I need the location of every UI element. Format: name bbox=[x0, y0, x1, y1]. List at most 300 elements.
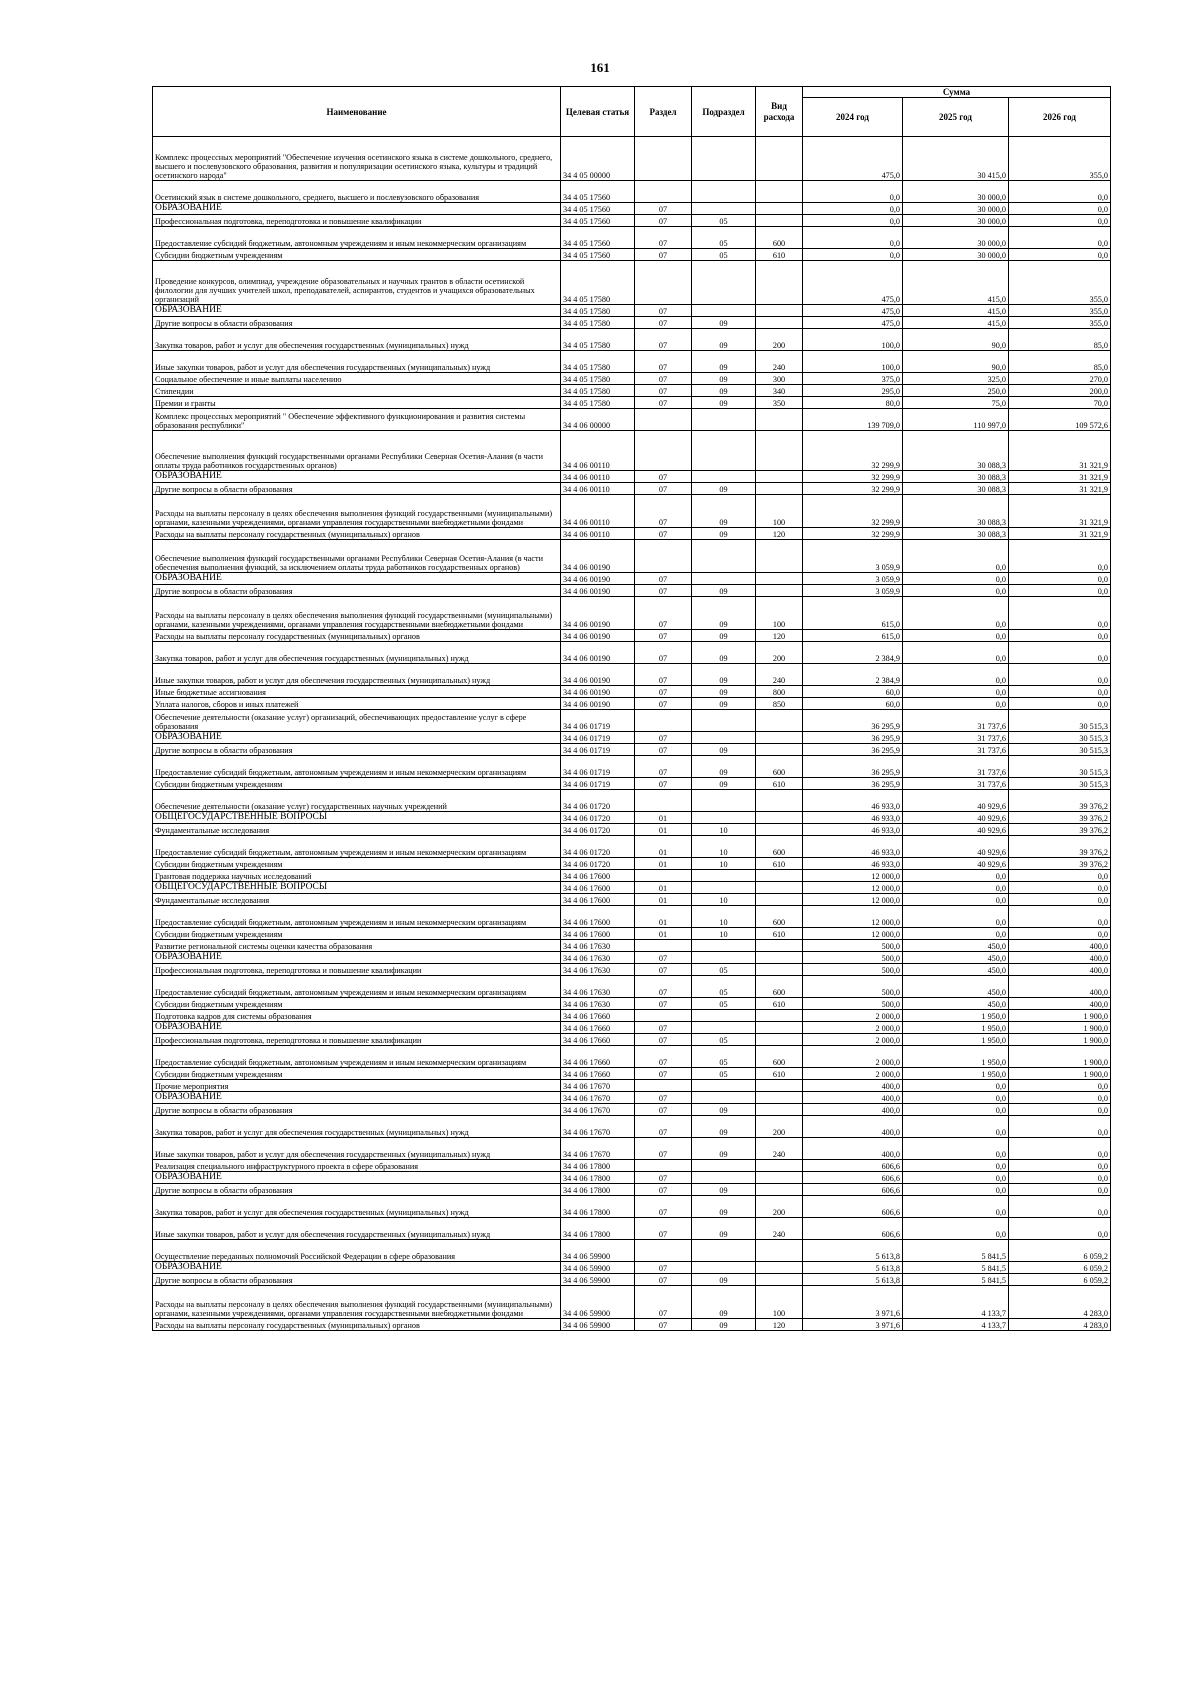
table-row bbox=[153, 1262, 1111, 1274]
row-value-2026: 0,0 bbox=[1009, 1218, 1111, 1240]
row-target-article: 34 4 06 17630 bbox=[561, 940, 635, 952]
row-name: Фундаментальные исследования bbox=[153, 824, 561, 836]
row-expense-type: 610 bbox=[756, 778, 803, 790]
row-value-2026: 0,0 bbox=[1009, 1116, 1111, 1138]
row-name: Предоставление субсидий бюджетным, автономным учреждениям и иным некоммерческим организациям bbox=[153, 756, 561, 778]
table-row bbox=[153, 664, 1111, 686]
row-value-2024: 606,6 bbox=[803, 1172, 903, 1184]
row-value-2026: 0,0 bbox=[1009, 870, 1111, 882]
row-value-2026: 0,0 bbox=[1009, 882, 1111, 894]
row-value-2025: 1 950,0 bbox=[903, 1046, 1009, 1068]
row-target-article: 34 4 05 17560 bbox=[561, 227, 635, 249]
row-value-2025: 1 950,0 bbox=[903, 1068, 1009, 1080]
row-value-2024: 100,0 bbox=[803, 329, 903, 351]
row-expense-type: 300 bbox=[756, 373, 803, 385]
row-target-article: 34 4 06 00190 bbox=[561, 597, 635, 630]
row-value-2026: 0,0 bbox=[1009, 249, 1111, 261]
row-value-2025: 0,0 bbox=[903, 698, 1009, 710]
row-subsection: 09 bbox=[692, 1274, 756, 1286]
row-value-2026: 1 900,0 bbox=[1009, 1034, 1111, 1046]
row-subsection: 09 bbox=[692, 1184, 756, 1196]
row-section: 07 bbox=[635, 249, 692, 261]
row-value-2025: 0,0 bbox=[903, 630, 1009, 642]
row-name: Другие вопросы в области образования bbox=[153, 585, 561, 597]
row-name: Социальное обеспечение и иные выплаты населению bbox=[153, 373, 561, 385]
table-row bbox=[153, 471, 1111, 483]
row-subsection: 09 bbox=[692, 1286, 756, 1319]
row-value-2024: 36 295,9 bbox=[803, 710, 903, 732]
row-section bbox=[635, 409, 692, 431]
row-name: ОБЩЕГОСУДАРСТВЕННЫЕ ВОПРОСЫ bbox=[153, 882, 561, 894]
row-target-article: 34 4 06 17600 bbox=[561, 928, 635, 940]
row-name: ОБРАЗОВАНИЕ bbox=[153, 203, 561, 215]
table-row bbox=[153, 858, 1111, 870]
row-expense-type bbox=[756, 940, 803, 952]
row-value-2026: 400,0 bbox=[1009, 976, 1111, 998]
row-section: 07 bbox=[635, 778, 692, 790]
table-body bbox=[153, 137, 1111, 1331]
row-section bbox=[635, 1010, 692, 1022]
row-value-2026: 0,0 bbox=[1009, 597, 1111, 630]
row-expense-type: 610 bbox=[756, 928, 803, 940]
row-expense-type bbox=[756, 732, 803, 744]
row-target-article: 34 4 06 17630 bbox=[561, 976, 635, 998]
row-value-2024: 32 299,9 bbox=[803, 495, 903, 528]
row-section: 07 bbox=[635, 1319, 692, 1331]
row-section: 07 bbox=[635, 756, 692, 778]
row-value-2026: 400,0 bbox=[1009, 952, 1111, 964]
row-value-2024: 5 613,8 bbox=[803, 1274, 903, 1286]
table-row bbox=[153, 1172, 1111, 1184]
row-section: 07 bbox=[635, 642, 692, 664]
row-section bbox=[635, 790, 692, 812]
row-value-2024: 32 299,9 bbox=[803, 528, 903, 540]
row-target-article: 34 4 06 59900 bbox=[561, 1262, 635, 1274]
row-expense-type: 100 bbox=[756, 597, 803, 630]
row-subsection: 09 bbox=[692, 397, 756, 409]
row-value-2025: 4 133,7 bbox=[903, 1286, 1009, 1319]
row-expense-type bbox=[756, 870, 803, 882]
row-value-2024: 3 059,9 bbox=[803, 585, 903, 597]
table-row bbox=[153, 686, 1111, 698]
row-subsection: 09 bbox=[692, 483, 756, 495]
row-target-article: 34 4 06 00190 bbox=[561, 642, 635, 664]
row-value-2026: 39 376,2 bbox=[1009, 790, 1111, 812]
row-target-article: 34 4 05 17580 bbox=[561, 385, 635, 397]
row-target-article: 34 4 06 01720 bbox=[561, 812, 635, 824]
table-row bbox=[153, 744, 1111, 756]
row-value-2024: 500,0 bbox=[803, 940, 903, 952]
row-name: Субсидии бюджетным учреждениям bbox=[153, 858, 561, 870]
row-subsection: 09 bbox=[692, 528, 756, 540]
row-subsection: 09 bbox=[692, 686, 756, 698]
row-target-article: 34 4 06 01719 bbox=[561, 756, 635, 778]
row-expense-type bbox=[756, 137, 803, 181]
row-value-2026: 85,0 bbox=[1009, 329, 1111, 351]
header-year-2025: 2025 год bbox=[903, 98, 1009, 137]
row-subsection: 05 bbox=[692, 249, 756, 261]
table-row bbox=[153, 317, 1111, 329]
row-value-2024: 12 000,0 bbox=[803, 870, 903, 882]
table-row bbox=[153, 756, 1111, 778]
row-value-2024: 5 613,8 bbox=[803, 1262, 903, 1274]
row-subsection: 05 bbox=[692, 976, 756, 998]
row-value-2026: 6 059,2 bbox=[1009, 1262, 1111, 1274]
row-value-2024: 295,0 bbox=[803, 385, 903, 397]
row-expense-type: 100 bbox=[756, 495, 803, 528]
row-value-2025: 450,0 bbox=[903, 964, 1009, 976]
table-row bbox=[153, 385, 1111, 397]
row-section: 07 bbox=[635, 597, 692, 630]
row-value-2025: 40 929,6 bbox=[903, 836, 1009, 858]
row-value-2025: 0,0 bbox=[903, 573, 1009, 585]
row-section: 01 bbox=[635, 906, 692, 928]
row-expense-type: 240 bbox=[756, 351, 803, 373]
row-name: Субсидии бюджетным учреждениям bbox=[153, 1068, 561, 1080]
row-target-article: 34 4 06 17800 bbox=[561, 1218, 635, 1240]
row-value-2024: 615,0 bbox=[803, 597, 903, 630]
row-value-2025: 30 000,0 bbox=[903, 203, 1009, 215]
row-expense-type bbox=[756, 1022, 803, 1034]
row-subsection bbox=[692, 203, 756, 215]
row-value-2026: 0,0 bbox=[1009, 1196, 1111, 1218]
row-target-article: 34 4 06 59900 bbox=[561, 1240, 635, 1262]
row-target-article: 34 4 06 17800 bbox=[561, 1184, 635, 1196]
table-row bbox=[153, 952, 1111, 964]
row-target-article: 34 4 06 00110 bbox=[561, 431, 635, 471]
row-value-2026: 6 059,2 bbox=[1009, 1274, 1111, 1286]
table-row bbox=[153, 1184, 1111, 1196]
row-name: Закупка товаров, работ и услуг для обеспечения государственных (муниципальных) нужд bbox=[153, 1196, 561, 1218]
row-section: 07 bbox=[635, 1262, 692, 1274]
row-value-2026: 1 900,0 bbox=[1009, 1022, 1111, 1034]
header-sum: Сумма bbox=[803, 87, 1111, 98]
row-value-2025: 0,0 bbox=[903, 686, 1009, 698]
row-value-2026: 1 900,0 bbox=[1009, 1046, 1111, 1068]
row-name: Расходы на выплаты персоналу в целях обеспечения выполнения функций государственными (муниципальными) органами, казенными учреждениями, органами управления государственными внебюджетными фондами bbox=[153, 495, 561, 528]
table-row bbox=[153, 732, 1111, 744]
row-section: 07 bbox=[635, 1068, 692, 1080]
row-value-2026: 0,0 bbox=[1009, 573, 1111, 585]
row-name: ОБРАЗОВАНИЕ bbox=[153, 471, 561, 483]
table-row bbox=[153, 1046, 1111, 1068]
row-expense-type bbox=[756, 882, 803, 894]
row-value-2024: 36 295,9 bbox=[803, 744, 903, 756]
row-section: 07 bbox=[635, 664, 692, 686]
row-value-2024: 400,0 bbox=[803, 1138, 903, 1160]
row-name: Стипендии bbox=[153, 385, 561, 397]
row-section: 07 bbox=[635, 1046, 692, 1068]
row-value-2024: 475,0 bbox=[803, 305, 903, 317]
row-value-2026: 0,0 bbox=[1009, 664, 1111, 686]
row-subsection: 09 bbox=[692, 385, 756, 397]
row-expense-type bbox=[756, 1034, 803, 1046]
row-name: Обеспечение выполнения функций государственными органами Республики Северная Осетия-Алания (в части оплаты труда работников государственных органов) bbox=[153, 431, 561, 471]
row-value-2025: 30 088,3 bbox=[903, 431, 1009, 471]
row-value-2024: 0,0 bbox=[803, 203, 903, 215]
row-section: 01 bbox=[635, 894, 692, 906]
row-value-2024: 3 971,6 bbox=[803, 1286, 903, 1319]
row-value-2024: 12 000,0 bbox=[803, 906, 903, 928]
row-value-2025: 31 737,6 bbox=[903, 710, 1009, 732]
row-target-article: 34 4 06 00190 bbox=[561, 686, 635, 698]
row-name: ОБРАЗОВАНИЕ bbox=[153, 732, 561, 744]
row-section: 07 bbox=[635, 528, 692, 540]
row-value-2024: 475,0 bbox=[803, 261, 903, 305]
row-value-2026: 109 572,6 bbox=[1009, 409, 1111, 431]
row-name: Осуществление переданных полномочий Российской Федерации в сфере образования bbox=[153, 1240, 561, 1262]
row-expense-type bbox=[756, 952, 803, 964]
row-section: 07 bbox=[635, 1116, 692, 1138]
row-name: Закупка товаров, работ и услуг для обеспечения государственных (муниципальных) нужд bbox=[153, 329, 561, 351]
row-name: Расходы на выплаты персоналу в целях обеспечения выполнения функций государственными (муниципальными) органами, казенными учреждениями, органами управления государственными внебюджетными фондами bbox=[153, 1286, 561, 1319]
budget-table bbox=[152, 86, 1111, 1331]
row-name: Другие вопросы в области образования bbox=[153, 1274, 561, 1286]
row-value-2025: 31 737,6 bbox=[903, 778, 1009, 790]
row-subsection bbox=[692, 573, 756, 585]
row-value-2024: 2 000,0 bbox=[803, 1068, 903, 1080]
row-value-2025: 0,0 bbox=[903, 1196, 1009, 1218]
row-value-2026: 0,0 bbox=[1009, 215, 1111, 227]
row-subsection bbox=[692, 305, 756, 317]
row-expense-type: 600 bbox=[756, 1046, 803, 1068]
row-subsection bbox=[692, 1010, 756, 1022]
row-section: 07 bbox=[635, 686, 692, 698]
row-value-2025: 450,0 bbox=[903, 998, 1009, 1010]
row-expense-type bbox=[756, 540, 803, 573]
row-subsection bbox=[692, 732, 756, 744]
row-subsection bbox=[692, 1262, 756, 1274]
table-row bbox=[153, 940, 1111, 952]
row-name: Профессиональная подготовка, переподготовка и повышение квалификации bbox=[153, 1034, 561, 1046]
row-value-2025: 30 088,3 bbox=[903, 471, 1009, 483]
row-subsection: 09 bbox=[692, 756, 756, 778]
row-value-2026: 30 515,3 bbox=[1009, 756, 1111, 778]
table-row bbox=[153, 495, 1111, 528]
row-expense-type: 200 bbox=[756, 329, 803, 351]
row-value-2024: 2 000,0 bbox=[803, 1034, 903, 1046]
row-name: Предоставление субсидий бюджетным, автономным учреждениям и иным некоммерческим организациям bbox=[153, 227, 561, 249]
row-value-2026: 0,0 bbox=[1009, 1092, 1111, 1104]
row-target-article: 34 4 05 17580 bbox=[561, 305, 635, 317]
row-value-2026: 1 900,0 bbox=[1009, 1068, 1111, 1080]
row-subsection bbox=[692, 790, 756, 812]
row-expense-type bbox=[756, 790, 803, 812]
table-row bbox=[153, 373, 1111, 385]
row-expense-type bbox=[756, 1184, 803, 1196]
row-expense-type bbox=[756, 1274, 803, 1286]
row-value-2026: 0,0 bbox=[1009, 630, 1111, 642]
row-name: Расходы на выплаты персоналу государственных (муниципальных) органов bbox=[153, 528, 561, 540]
row-value-2025: 90,0 bbox=[903, 329, 1009, 351]
row-section: 07 bbox=[635, 385, 692, 397]
row-section: 07 bbox=[635, 373, 692, 385]
row-target-article: 34 4 05 17560 bbox=[561, 203, 635, 215]
row-section: 01 bbox=[635, 882, 692, 894]
row-value-2026: 355,0 bbox=[1009, 317, 1111, 329]
row-target-article: 34 4 06 17660 bbox=[561, 1068, 635, 1080]
row-value-2026: 30 515,3 bbox=[1009, 732, 1111, 744]
row-section: 07 bbox=[635, 1172, 692, 1184]
row-value-2025: 415,0 bbox=[903, 305, 1009, 317]
row-value-2025: 30 000,0 bbox=[903, 227, 1009, 249]
row-expense-type: 120 bbox=[756, 528, 803, 540]
table-row bbox=[153, 1068, 1111, 1080]
row-value-2026: 0,0 bbox=[1009, 585, 1111, 597]
row-section: 01 bbox=[635, 812, 692, 824]
row-value-2024: 3 059,9 bbox=[803, 573, 903, 585]
row-section: 07 bbox=[635, 1274, 692, 1286]
row-target-article: 34 4 06 17670 bbox=[561, 1080, 635, 1092]
row-target-article: 34 4 06 59900 bbox=[561, 1319, 635, 1331]
row-value-2025: 1 950,0 bbox=[903, 1010, 1009, 1022]
row-value-2025: 0,0 bbox=[903, 1218, 1009, 1240]
table-row bbox=[153, 215, 1111, 227]
row-value-2025: 0,0 bbox=[903, 1092, 1009, 1104]
row-value-2026: 70,0 bbox=[1009, 397, 1111, 409]
table-row bbox=[153, 137, 1111, 181]
table-row bbox=[153, 642, 1111, 664]
table-row bbox=[153, 882, 1111, 894]
table-row bbox=[153, 630, 1111, 642]
row-expense-type: 200 bbox=[756, 642, 803, 664]
row-expense-type: 200 bbox=[756, 1196, 803, 1218]
row-value-2024: 46 933,0 bbox=[803, 824, 903, 836]
table-row bbox=[153, 1022, 1111, 1034]
row-subsection bbox=[692, 409, 756, 431]
row-value-2025: 0,0 bbox=[903, 642, 1009, 664]
row-name: ОБРАЗОВАНИЕ bbox=[153, 1092, 561, 1104]
row-value-2026: 30 515,3 bbox=[1009, 778, 1111, 790]
row-value-2024: 32 299,9 bbox=[803, 471, 903, 483]
row-subsection bbox=[692, 870, 756, 882]
table-row bbox=[153, 790, 1111, 812]
row-section: 07 bbox=[635, 1104, 692, 1116]
row-value-2026: 0,0 bbox=[1009, 181, 1111, 203]
row-subsection bbox=[692, 1240, 756, 1262]
row-target-article: 34 4 06 00000 bbox=[561, 409, 635, 431]
row-target-article: 34 4 06 17800 bbox=[561, 1172, 635, 1184]
row-value-2024: 100,0 bbox=[803, 351, 903, 373]
row-expense-type bbox=[756, 744, 803, 756]
row-name: Обеспечение выполнения функций государственными органами Республики Северная Осетия-Алания (в части обеспечения выполнения функций, за исключением оплаты труда работников государственных органов) bbox=[153, 540, 561, 573]
row-value-2024: 500,0 bbox=[803, 952, 903, 964]
row-name: Развитие региональной системы оценки качества образования bbox=[153, 940, 561, 952]
row-value-2024: 5 613,8 bbox=[803, 1240, 903, 1262]
row-target-article: 34 4 05 17580 bbox=[561, 329, 635, 351]
row-expense-type bbox=[756, 812, 803, 824]
row-value-2025: 325,0 bbox=[903, 373, 1009, 385]
row-name: ОБЩЕГОСУДАРСТВЕННЫЕ ВОПРОСЫ bbox=[153, 812, 561, 824]
row-name: Субсидии бюджетным учреждениям bbox=[153, 928, 561, 940]
row-target-article: 34 4 06 17600 bbox=[561, 870, 635, 882]
row-value-2025: 415,0 bbox=[903, 317, 1009, 329]
row-value-2025: 0,0 bbox=[903, 1080, 1009, 1092]
row-value-2026: 31 321,9 bbox=[1009, 471, 1111, 483]
row-section bbox=[635, 137, 692, 181]
row-value-2024: 0,0 bbox=[803, 181, 903, 203]
row-value-2025: 30 088,3 bbox=[903, 495, 1009, 528]
row-value-2026: 355,0 bbox=[1009, 261, 1111, 305]
row-value-2026: 400,0 bbox=[1009, 964, 1111, 976]
row-expense-type bbox=[756, 215, 803, 227]
row-section: 07 bbox=[635, 964, 692, 976]
row-value-2024: 0,0 bbox=[803, 227, 903, 249]
row-value-2026: 400,0 bbox=[1009, 940, 1111, 952]
table-row bbox=[153, 1160, 1111, 1172]
row-value-2025: 31 737,6 bbox=[903, 744, 1009, 756]
table-row bbox=[153, 778, 1111, 790]
row-name: ОБРАЗОВАНИЕ bbox=[153, 1022, 561, 1034]
table-row bbox=[153, 1092, 1111, 1104]
row-subsection bbox=[692, 181, 756, 203]
table-row bbox=[153, 1286, 1111, 1319]
row-expense-type bbox=[756, 894, 803, 906]
row-value-2024: 12 000,0 bbox=[803, 928, 903, 940]
row-target-article: 34 4 06 17800 bbox=[561, 1196, 635, 1218]
row-subsection: 05 bbox=[692, 998, 756, 1010]
row-subsection: 09 bbox=[692, 597, 756, 630]
row-expense-type bbox=[756, 317, 803, 329]
row-section: 07 bbox=[635, 215, 692, 227]
row-section bbox=[635, 261, 692, 305]
row-subsection bbox=[692, 1160, 756, 1172]
row-target-article: 34 4 06 01719 bbox=[561, 744, 635, 756]
row-value-2025: 0,0 bbox=[903, 1172, 1009, 1184]
row-expense-type bbox=[756, 431, 803, 471]
row-subsection bbox=[692, 882, 756, 894]
row-value-2025: 31 737,6 bbox=[903, 756, 1009, 778]
row-value-2026: 31 321,9 bbox=[1009, 431, 1111, 471]
row-target-article: 34 4 06 17600 bbox=[561, 894, 635, 906]
row-expense-type bbox=[756, 471, 803, 483]
row-subsection: 10 bbox=[692, 824, 756, 836]
row-section bbox=[635, 1240, 692, 1262]
row-value-2026: 355,0 bbox=[1009, 305, 1111, 317]
row-section: 07 bbox=[635, 744, 692, 756]
row-value-2025: 31 737,6 bbox=[903, 732, 1009, 744]
row-value-2025: 0,0 bbox=[903, 906, 1009, 928]
row-name: Другие вопросы в области образования bbox=[153, 317, 561, 329]
row-target-article: 34 4 06 00190 bbox=[561, 664, 635, 686]
table-row bbox=[153, 1240, 1111, 1262]
row-value-2026: 6 059,2 bbox=[1009, 1240, 1111, 1262]
row-subsection bbox=[692, 1080, 756, 1092]
header-expense-type: Вид расхода bbox=[756, 87, 803, 137]
row-target-article: 34 4 06 17630 bbox=[561, 998, 635, 1010]
row-value-2026: 0,0 bbox=[1009, 1184, 1111, 1196]
row-expense-type bbox=[756, 1172, 803, 1184]
row-value-2025: 30 000,0 bbox=[903, 215, 1009, 227]
row-target-article: 34 4 05 17580 bbox=[561, 397, 635, 409]
table-row bbox=[153, 870, 1111, 882]
row-subsection: 10 bbox=[692, 894, 756, 906]
row-target-article: 34 4 06 01719 bbox=[561, 778, 635, 790]
row-value-2026: 31 321,9 bbox=[1009, 528, 1111, 540]
row-expense-type bbox=[756, 305, 803, 317]
row-target-article: 34 4 05 17580 bbox=[561, 317, 635, 329]
table-row bbox=[153, 483, 1111, 495]
row-value-2026: 0,0 bbox=[1009, 642, 1111, 664]
row-target-article: 34 4 06 17660 bbox=[561, 1034, 635, 1046]
row-expense-type: 120 bbox=[756, 630, 803, 642]
table-row bbox=[153, 227, 1111, 249]
row-target-article: 34 4 06 00190 bbox=[561, 573, 635, 585]
row-name: Другие вопросы в области образования bbox=[153, 483, 561, 495]
row-value-2026: 30 515,3 bbox=[1009, 744, 1111, 756]
table-row bbox=[153, 1080, 1111, 1092]
row-section: 07 bbox=[635, 1286, 692, 1319]
